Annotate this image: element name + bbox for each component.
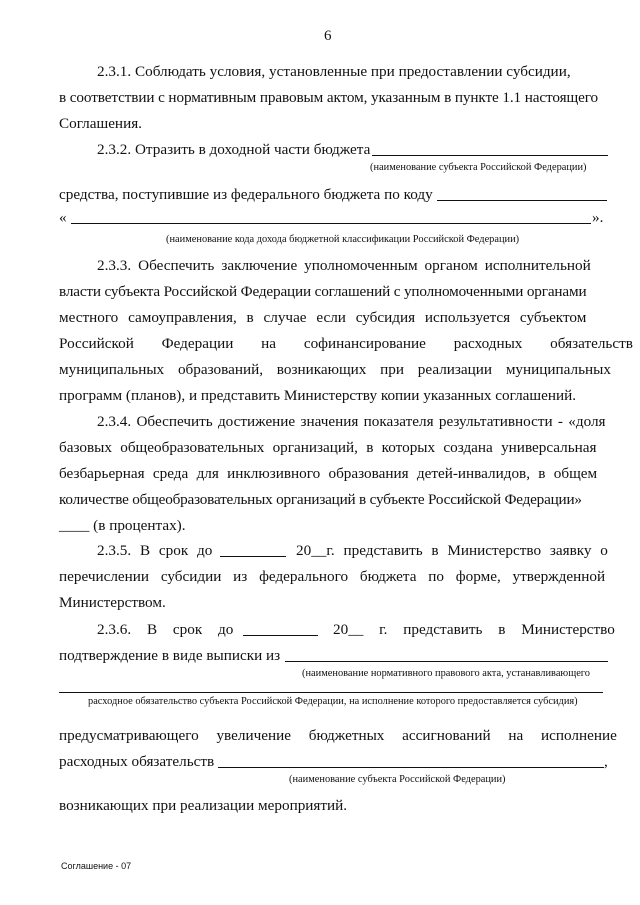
p231-line3: Соглашения. [59,115,142,132]
p236-line5: возникающих при реализации мероприятий. [59,797,348,814]
p236-obligations-blank [218,767,604,768]
p236-date-blank [243,635,318,636]
p236-line1-start: 2.3.6. В срок до [97,621,234,638]
p234-line4: количестве общеобразовательных организаций в субъекте Российской Федерации» [59,491,582,508]
p233-line3: местного самоуправления, в случае если субсидия используется субъектом [59,309,587,326]
p236-caption-obligation: расходное обязательство субъекта Российской Федерации, на исполнение которого предоставляется субсидия) [88,696,578,707]
p233-line6: программ (планов), и представить Министерству копии указанных соглашений. [59,387,577,404]
p231-line1 [97,64,610,79]
p234-line2: базовых общеобразовательных организаций, в которых создана универсальная [59,439,597,456]
p233-line1-text: 2.3.3. Обеспечить заключение уполномоченным органом исполнительной [97,257,591,274]
p232-caption-subject: (наименование субъекта Российской Федерации) [370,162,587,173]
p235-line2: перечислении субсидии из федерального бюджета по форме, утвержденной [59,568,606,585]
p235-line1-start: 2.3.5. В срок до [97,542,213,559]
p236-line1-end: 20__ г. представить в Министерство [333,621,615,638]
p231-line2: в соответствии с нормативным правовым актом, указанным в пункте 1.1 настоящего [59,89,598,106]
p232-code-blank [437,200,607,201]
p233-line1 [97,258,608,273]
p233-line5: муниципальных образований, возникающих при реализации муниципальных [59,361,611,378]
p234-line5: ____ (в процентах). [59,517,186,534]
p233-line2: власти субъекта Российской Федерации соглашений с уполномоченными органами [59,283,587,300]
p236-line2: подтверждение в виде выписки из [59,647,281,664]
p232-caption-code: (наименование кода дохода бюджетной классификации Российской Федерации) [166,234,520,245]
p235-line3: Министерством. [59,594,166,611]
p235-line1-end: 20__г. представить в Министерство заявку о [296,542,608,559]
p232-budget-blank [372,155,608,156]
p231-line1-text: 2.3.1. Соблюдать условия, установленные при предоставлении субсидии, [97,63,571,80]
p236-line3: предусматривающего увеличение бюджетных ассигнований на исполнение [59,727,617,744]
p232-quote-close: ». [592,209,604,226]
p234-line3: безбарьерная среда для инклюзивного образования детей-инвалидов, в общем [59,465,598,482]
p236-extract-blank [285,661,608,662]
p232-quote-open: « [59,209,67,226]
page-number: 6 [324,28,332,44]
p232-income-code-blank [71,223,591,224]
p236-act-blank [59,692,603,693]
p234-line1: 2.3.4. Обеспечить достижение значения показателя результативности - «доля [97,413,606,430]
p236-line4: расходных обязательств [59,753,215,770]
p236-comma: , [604,753,608,770]
footer-doc-code: Соглашение - 07 [61,861,132,871]
p235-date-blank [220,556,286,557]
p236-caption-act: (наименование нормативного правового акта, устанавливающего [302,668,590,679]
p233-line4: Российской Федерации на софинансирование расходных обязательств [59,335,633,352]
p232-line2: средства, поступившие из федерального бюджета по коду [59,186,433,203]
p236-caption-subject: (наименование субъекта Российской Федерации) [289,774,506,785]
p232-line1: 2.3.2. Отразить в доходной части бюджета [97,141,371,158]
